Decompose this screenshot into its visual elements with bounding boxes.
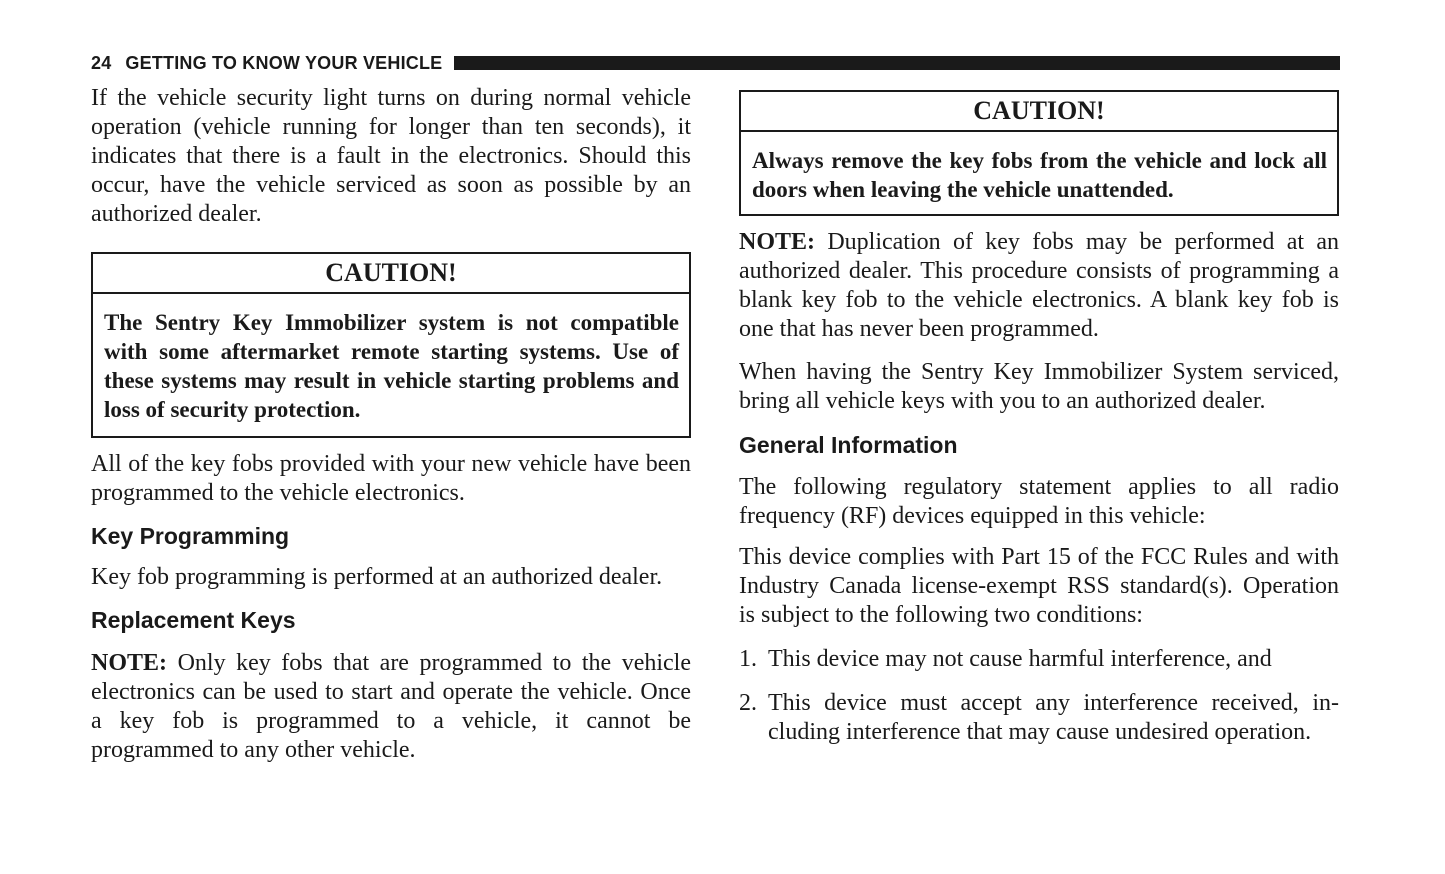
- caution-text: The Sentry Key Immobilizer system is not compatible with some aftermarket remote starting systems. Use of these systems may result in vehicle starting problems and loss of security protection.: [104, 310, 679, 422]
- servicing-paragraph: When having the Sentry Key Immobilizer System serviced, bring all vehicle keys with you to an authorized dealer.: [739, 359, 1339, 414]
- caution-title: CAUTION!: [93, 254, 689, 294]
- caution-box-immobilizer: [91, 252, 691, 438]
- regulatory-paragraph: The following regulatory statement applies to all radio frequency (RF) devices equipped in this vehicle:: [739, 474, 1339, 529]
- list-item-number: 2.: [739, 690, 757, 716]
- list-item-text: This device may not cause harmful interference, and: [768, 646, 1272, 672]
- note-text: Only key fobs that are programmed to the vehicle electronics can be used to start and operate the vehicle. Once a key fob is programmed to a vehicle, it cannot be programmed to any other vehicle.: [91, 650, 692, 763]
- key-fobs-paragraph: All of the key fobs provided with your new vehicle have been programmed to the vehicle electronics.: [91, 451, 691, 506]
- header-rule: [454, 56, 1340, 70]
- duplication-note: [739, 228, 1339, 344]
- right-column: [739, 90, 1339, 747]
- list-item-number: 1.: [739, 646, 757, 672]
- note-label: NOTE:: [91, 650, 168, 676]
- list-item-text: This device must accept any interference received, including interference that may cause undesired operation.: [768, 690, 1339, 745]
- note-text: Duplication of key fobs may be performed at an authorized dealer. This procedure consists of programming a blank key fob to the vehicle electronics. A blank key fob is one that has never been programmed.: [739, 229, 1339, 342]
- replacement-keys-heading: Replacement Keys: [91, 607, 296, 633]
- page-number: 24: [91, 52, 112, 73]
- note-label: NOTE:: [739, 229, 816, 255]
- compliance-paragraph: This device complies with Part 15 of the FCC Rules and with Industry Canada license-exempt RSS standard(s). Operation is subject to the following two conditions:: [739, 544, 1339, 628]
- page-header: [91, 52, 1340, 74]
- general-information-heading: General Information: [739, 432, 958, 458]
- list-item: [739, 689, 1339, 747]
- conditions-list: [739, 645, 1339, 747]
- caution-text: Always remove the key fobs from the vehicle and lock all doors when leaving the vehicle unattended.: [752, 148, 1327, 202]
- key-programming-paragraph: Key fob programming is performed at an authorized dealer.: [91, 564, 663, 590]
- list-item: [739, 645, 1339, 674]
- left-column: [91, 84, 691, 765]
- replacement-keys-note: [91, 649, 691, 765]
- caution-box-key-fobs: [739, 90, 1339, 216]
- key-programming-heading: Key Programming: [91, 523, 290, 549]
- section-title: GETTING TO KNOW YOUR VEHICLE: [125, 52, 443, 73]
- caution-title: CAUTION!: [741, 92, 1337, 132]
- security-light-paragraph: If the vehicle security light turns on during normal vehicle operation (vehicle running for longer than ten seconds), it indicates that there is a fault in the electronics. Should this occur, have the vehicle serviced as soon as possible by an authorized dealer.: [91, 85, 691, 227]
